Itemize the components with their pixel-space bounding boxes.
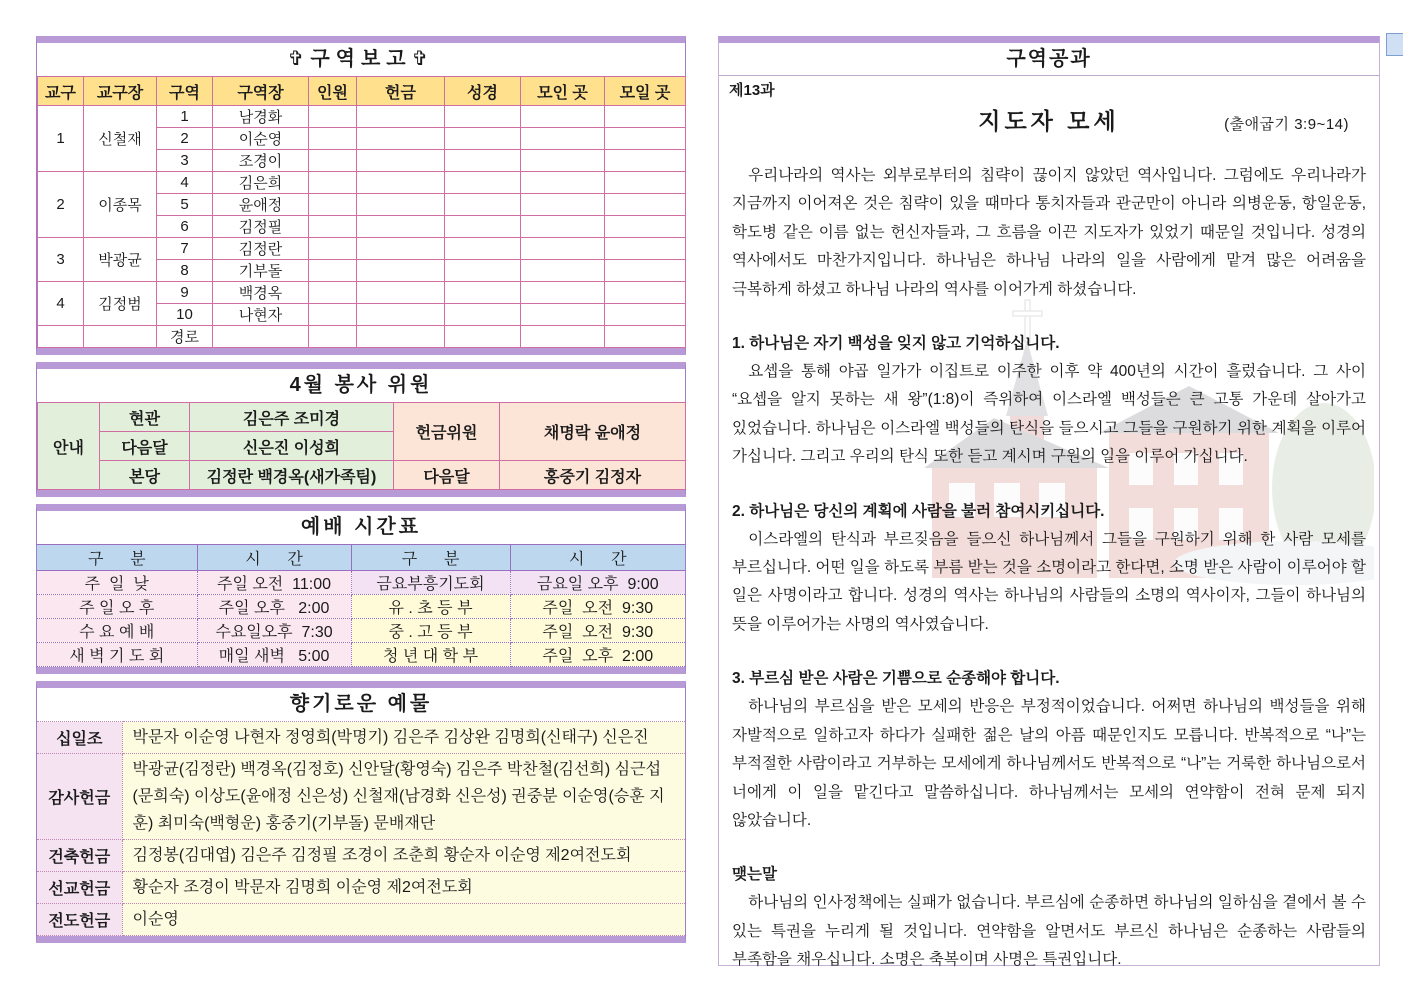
committee-names: 김정란 백경옥(새가족팀): [190, 461, 394, 490]
district-no: 4: [157, 172, 213, 194]
table-row: [37, 571, 685, 595]
district-leader: 백경옥: [213, 282, 309, 304]
empty-cell: [521, 194, 605, 216]
worship-schedule-table: [37, 544, 685, 667]
empty-cell: [309, 304, 357, 326]
lesson-section: [732, 665, 1366, 835]
offering-committee-label: 헌금위원: [394, 403, 500, 461]
district-no: 3: [157, 150, 213, 172]
service-time: 주일 오전 11:00: [197, 571, 351, 595]
left-page: [36, 36, 686, 950]
lesson-header: [719, 76, 1379, 138]
table-row: [37, 754, 685, 840]
district-no: 8: [157, 260, 213, 282]
district-leader: 이순영: [213, 128, 309, 150]
empty-cell: [445, 260, 521, 282]
table-row: [38, 282, 686, 304]
lesson-intro: 우리나라의 역사는 외부로부터의 침략이 끊이지 않았던 역사입니다. 그럼에도 우리나라가 지금까지 이어져온 것은 침략이 있을 때마다 통치자들과 관군만이 아니라 의병운동, 항일운동, 학도병 같은 이름 없는 헌신자들과, 그 흐름을 이끈 지도자가 있었기 때문일 것입니다. 성경의 역사에서도 마찬가지입니다. 하나님은 하나님 나라의 일을 사람에게 맡겨 많은 어려움을 극복하게 하셨고 하나님 나라의 역사를 이어가게 하셨습니다.: [732, 167, 1366, 298]
offering-names: 황순자 조경이 박문자 김명희 이순영 제2여전도회: [122, 872, 685, 904]
empty-cell: [38, 326, 84, 348]
empty-cell: [605, 106, 686, 128]
offering-type-label: 선교헌금: [37, 872, 122, 904]
offering-type-label: 감사헌금: [37, 754, 122, 840]
next-month-label: 다음달: [394, 461, 500, 490]
col-header: 시 간: [197, 545, 351, 571]
empty-cell: [521, 260, 605, 282]
offering-names: 이순영: [122, 904, 685, 936]
parish-no: 3: [38, 238, 84, 282]
table-row: [38, 461, 686, 490]
empty-cell: [605, 194, 686, 216]
empty-cell: [309, 172, 357, 194]
col-header: 교구: [38, 77, 84, 106]
lesson-section: [732, 330, 1366, 472]
service-time: 주일 오전 9:30: [510, 619, 685, 643]
district-leader: 김은희: [213, 172, 309, 194]
col-header: 구 분: [351, 545, 510, 571]
empty-cell: [309, 282, 357, 304]
place-label: 다음달: [100, 432, 190, 461]
empty-cell: [445, 326, 521, 348]
empty-cell: [445, 238, 521, 260]
service-committee-title: 4월 봉사 위원: [37, 369, 685, 402]
empty-cell: [445, 216, 521, 238]
col-header: 모인 곳: [521, 77, 605, 106]
offerings-block: [36, 681, 686, 943]
empty-cell: [605, 150, 686, 172]
lesson-title: 지도자 모세: [978, 108, 1120, 134]
district-no: 2: [157, 128, 213, 150]
empty-cell: [213, 326, 309, 348]
empty-cell: [521, 128, 605, 150]
col-header: 시 간: [510, 545, 685, 571]
table-row: [37, 619, 685, 643]
empty-cell: [357, 106, 445, 128]
lesson-number: 제13과: [729, 82, 775, 99]
service-name: 유 . 초 등 부: [351, 595, 510, 619]
empty-cell: [521, 282, 605, 304]
col-header: 교구장: [84, 77, 157, 106]
guide-label: 안내: [38, 403, 100, 490]
empty-cell: [357, 128, 445, 150]
district-leader: 윤애정: [213, 194, 309, 216]
district-no: 7: [157, 238, 213, 260]
col-header: 구 분: [37, 545, 197, 571]
table-row: [37, 643, 685, 667]
offering-type-label: 십일조: [37, 722, 122, 754]
empty-cell: [521, 172, 605, 194]
scripture-reference: (출애굽기 3:9~14): [1224, 116, 1349, 133]
table-row: [37, 722, 685, 754]
section-body: 이스라엘의 탄식과 부르짖음을 들으신 하나님께서 그들을 구원하기 위해 한 사람 모세를 부르십니다. 어떤 일을 하도록 부름 받는 것을 소명이라고 한다면, 소명 받은 사람이 이루어야 할 일은 사명이라고 합니다. 성경의 역사는 하나님의 사람들의 소명의 역사이자, 그들이 하나님의 뜻을 이루어가는 사명의 역사였습니다.: [732, 530, 1366, 633]
table-row: [37, 595, 685, 619]
lesson-section: [732, 861, 1366, 974]
section-body: 요셉을 통해 야곱 일가가 이집트로 이주한 이후 약 400년의 시간이 흘렀습니다. 그 사이 “요셉을 알지 못하는 새 왕”(1:8)이 즉위하여 이스라엘 백성들은 큰 고통 가운데 살아가고 있었습니다. 하나님은 이스라엘 백성들의 탄식을 들으시고 그들을 구원하기 위한 계획을 이루어 가십니다. 그리고 우리의 탄식 또한 듣고 계시며 구원의 일을 이루어 가십니다.: [732, 363, 1366, 466]
empty-cell: [357, 150, 445, 172]
empty-cell: [357, 282, 445, 304]
parish-leader: 박광균: [84, 238, 157, 282]
empty-cell: [605, 216, 686, 238]
empty-cell: [309, 216, 357, 238]
service-time: 주일 오후 2:00: [510, 643, 685, 667]
empty-cell: [357, 260, 445, 282]
lesson-page: [718, 36, 1380, 969]
district-report-title: ✞구역보고✞: [37, 43, 685, 76]
service-time: 금요일 오후 9:00: [510, 571, 685, 595]
empty-cell: [445, 106, 521, 128]
service-time: 매일 새벽 5:00: [197, 643, 351, 667]
service-committee-table: [37, 402, 686, 490]
worship-schedule-header-row: [37, 545, 685, 571]
col-header: 성경: [445, 77, 521, 106]
empty-cell: [357, 216, 445, 238]
col-header: 모일 곳: [605, 77, 686, 106]
empty-cell: [445, 282, 521, 304]
empty-cell: [605, 282, 686, 304]
district-leader: 기부돌: [213, 260, 309, 282]
section-heading: 2. 하나님은 당신의 계획에 사람을 불러 참여시키십니다.: [732, 502, 1105, 520]
empty-cell: [309, 326, 357, 348]
table-row: [38, 172, 686, 194]
district-report-block: [36, 36, 686, 355]
col-header: 구역: [157, 77, 213, 106]
service-name: 금요부흥기도회: [351, 571, 510, 595]
table-row: [37, 904, 685, 936]
district-leader: 나현자: [213, 304, 309, 326]
district-no: 1: [157, 106, 213, 128]
service-name: 주 일 오 후: [37, 595, 197, 619]
table-row: [38, 326, 686, 348]
table-row: [38, 403, 686, 432]
committee-names: 김은주 조미경: [190, 403, 394, 432]
district-leader: 김정필: [213, 216, 309, 238]
offering-type-label: 건축헌금: [37, 840, 122, 872]
col-header: 인원: [309, 77, 357, 106]
district-leader: 김정란: [213, 238, 309, 260]
empty-cell: [357, 304, 445, 326]
lesson-page-title: 구역공과: [719, 43, 1379, 76]
service-time: 수요일오후 7:30: [197, 619, 351, 643]
col-header: 헌금: [357, 77, 445, 106]
service-time: 주일 오전 9:30: [510, 595, 685, 619]
committee-names: 신은진 이성희: [190, 432, 394, 461]
table-row: [37, 840, 685, 872]
empty-cell: [521, 106, 605, 128]
service-name: 중 . 고 등 부: [351, 619, 510, 643]
empty-cell: [309, 238, 357, 260]
table-row: [37, 872, 685, 904]
section-body: 하나님의 인사정책에는 실패가 없습니다. 부르심에 순종하면 하나님의 일하심을 곁에서 볼 수 있는 특권을 누리게 될 것입니다. 연약함을 알면서도 부르신 하나님은 순종하는 사람들의 부족함을 채우십니다. 소명은 축복이며 사명은 특권입니다.: [732, 894, 1366, 969]
empty-cell: [605, 326, 686, 348]
empty-cell: [357, 238, 445, 260]
next-month-names: 홍중기 김정자: [500, 461, 686, 490]
empty-cell: [521, 238, 605, 260]
district-no: 10: [157, 304, 213, 326]
offerings-title: 향기로운 예물: [37, 688, 685, 721]
parish-no: 2: [38, 172, 84, 238]
empty-cell: [605, 304, 686, 326]
empty-cell: [605, 172, 686, 194]
service-name: 새 벽 기 도 회: [37, 643, 197, 667]
parish-no: 4: [38, 282, 84, 326]
lesson-title-row: [729, 104, 1369, 138]
empty-cell: [445, 128, 521, 150]
district-leader: 남경화: [213, 106, 309, 128]
parish-leader: 이종목: [84, 172, 157, 238]
worship-schedule-block: [36, 504, 686, 674]
district-no: 9: [157, 282, 213, 304]
col-header: 구역장: [213, 77, 309, 106]
section-heading: 3. 부르심 받은 사람은 기쁨으로 순종해야 합니다.: [732, 670, 1060, 688]
empty-cell: [445, 172, 521, 194]
seniors-label: 경로: [157, 326, 213, 348]
empty-cell: [309, 150, 357, 172]
empty-cell: [309, 260, 357, 282]
lesson-section: [732, 498, 1366, 640]
service-name: 주 일 낮: [37, 571, 197, 595]
offering-names: 박문자 이순영 나현자 정영희(박명기) 김은주 김상완 김명희(신태구) 신은진: [122, 722, 685, 754]
empty-cell: [357, 194, 445, 216]
empty-cell: [521, 326, 605, 348]
corner-marker-shape: [1386, 33, 1403, 56]
district-leader: 조경이: [213, 150, 309, 172]
parish-leader: 신철재: [84, 106, 157, 172]
service-committee-block: [36, 362, 686, 497]
empty-cell: [521, 304, 605, 326]
empty-cell: [84, 326, 157, 348]
empty-cell: [357, 326, 445, 348]
section-heading: 1. 하나님은 자기 백성을 잊지 않고 기억하십니다.: [732, 335, 1060, 353]
service-name: 청 년 대 학 부: [351, 643, 510, 667]
offering-type-label: 전도헌금: [37, 904, 122, 936]
empty-cell: [309, 194, 357, 216]
place-label: 현관: [100, 403, 190, 432]
district-no: 6: [157, 216, 213, 238]
empty-cell: [445, 304, 521, 326]
parish-leader: 김정범: [84, 282, 157, 326]
district-no: 5: [157, 194, 213, 216]
empty-cell: [309, 106, 357, 128]
empty-cell: [605, 260, 686, 282]
service-name: 수 요 예 배: [37, 619, 197, 643]
empty-cell: [309, 128, 357, 150]
service-time: 주일 오후 2:00: [197, 595, 351, 619]
lesson-body: [719, 138, 1379, 975]
district-report-table: [37, 76, 686, 348]
section-body: 하나님의 부르심을 받은 모세의 반응은 부정적이었습니다. 어쩌면 하나님의 백성들을 위해 자발적으로 일하고자 하다가 실패한 젊은 날의 아픔 때문인지도 모릅니다. 반복적으로 “나”는 부적절한 사람이라고 거부하는 모세에게 하나님께서도 반복적으로 “나”는 거룩한 하나님으로서 너에게 이 일을 맡긴다고 말씀하십니다. 하나님께서는 모세의 연약함이 전혀 문제 되지 않았습니다.: [732, 698, 1366, 829]
district-report-header-row: [38, 77, 686, 106]
parish-no: 1: [38, 106, 84, 172]
empty-cell: [445, 194, 521, 216]
table-row: [38, 238, 686, 260]
offering-committee-names: 채명락 윤애정: [500, 403, 686, 461]
empty-cell: [521, 150, 605, 172]
empty-cell: [521, 216, 605, 238]
empty-cell: [605, 128, 686, 150]
worship-schedule-title: 예배 시간표: [37, 511, 685, 544]
empty-cell: [357, 172, 445, 194]
place-label: 본당: [100, 461, 190, 490]
offering-names: 박광균(김정란) 백경옥(김정호) 신안달(황영숙) 김은주 박찬철(김선희) 심근섭(문희숙) 이상도(윤애정 신은성) 신철재(남경화 신은성) 권중분 이순영(승훈 지훈) 최미숙(백형운) 홍중기(기부돌) 문배재단: [122, 754, 685, 840]
offerings-table: [37, 721, 685, 936]
empty-cell: [605, 238, 686, 260]
empty-cell: [445, 150, 521, 172]
table-row: [38, 106, 686, 128]
offering-names: 김정봉(김대엽) 김은주 김정필 조경이 조춘희 황순자 이순영 제2여전도회: [122, 840, 685, 872]
section-heading: 맺는말: [732, 866, 777, 884]
